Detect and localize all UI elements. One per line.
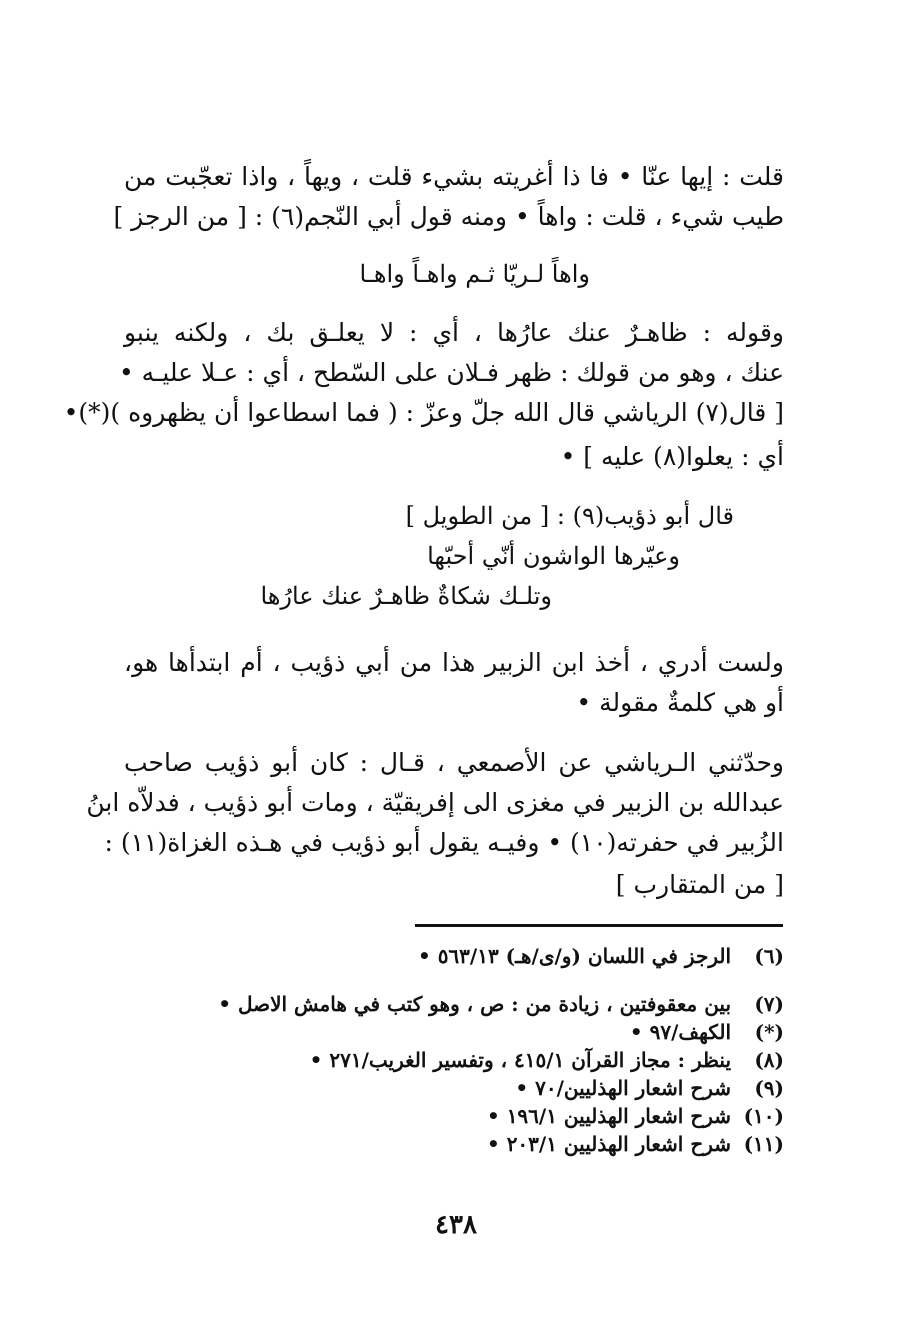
footnote-text: ينظر : مجاز القرآن ٤١٥/١ ، وتفسير الغريب/٢٧١ • [309, 1048, 732, 1072]
verse-2-hemistich-2: وتلـك شكاةٌ ظاهـرٌ عنك عارُها [260, 582, 552, 610]
footnote-9 [515, 1074, 784, 1102]
verse-2-hemistich-1: وعيّرها الواشون أنّي أحبّها [427, 542, 680, 570]
page-number: ٤٣٨ [435, 1210, 477, 1240]
footnote-number: (٨) [754, 1048, 784, 1072]
footnote-number: (٧) [754, 992, 784, 1016]
footnote-text: شرح اشعار الهذليين ٢٠٣/١ • [486, 1132, 732, 1156]
paragraph-2-line-4: أي : يعلوا(٨) عليه ] • [560, 442, 784, 471]
paragraph-2-line-1: وقوله : ظاهـرٌ عنك عارُها ، أي : لا يعلـق بك ، ولكنه ينبو [124, 318, 784, 347]
footnote-text: شرح اشعار الهذليين ١٩٦/١ • [486, 1104, 732, 1128]
footnote-number: (١١) [743, 1132, 784, 1156]
paragraph-4-line-3: الزُبير في حفرته(١٠) • وفيـه يقول أبو ذؤيب في هـذه الغزاة(١١) : [104, 828, 784, 857]
paragraph-3-line-1: ولست أدري ، أخذ ابن الزبير هذا من أبي ذؤيب ، أم ابتدأها هو، [124, 648, 784, 677]
paragraph-2-line-3: [ قال(٧) الرياشي قال الله جلّ وعزّ : ( فما اسطاعوا أن يظهروه )(*)• [63, 398, 784, 427]
footnote-number: (*) [754, 1020, 784, 1044]
verse-1: واهاً لـريّا ثـم واهـاً واهـا [359, 260, 590, 288]
footnote-text: الرجز في اللسان (و/ى/هـ) ٥٦٣/١٣ • [417, 944, 732, 968]
footnote-text: بين معقوفتين ، زيادة من : ص ، وهو كتب في هامش الاصل • [218, 992, 732, 1016]
footnote-star [630, 1018, 784, 1046]
footnote-text: شرح اشعار الهذليين/٧٠ • [515, 1076, 732, 1100]
paragraph-4-line-2: عبدالله بن الزبير في مغزى الى إفريقيّة ، ومات أبو ذؤيب ، فدلاّه ابنُ [86, 788, 784, 817]
paragraph-2-line-2: عنك ، وهو من قولك : ظهر فـلان على السّطح ، أي : عـلا عليـه • [118, 358, 784, 387]
footnote-text: الكهف/٩٧ • [629, 1020, 732, 1044]
paragraph-1-line-1: قلت : إيها عنّا • فا ذا أغريته بشيء قلت ، ويهاً ، واذا تعجّبت من [124, 162, 784, 191]
footnote-6 [418, 942, 784, 970]
footnote-7 [218, 990, 784, 1018]
paragraph-3-line-2: أو هي كلمةٌ مقولة • [576, 688, 784, 717]
paragraph-4-line-4: [ من المتقارب ] [615, 870, 784, 899]
footnote-8 [310, 1046, 784, 1074]
footnote-10 [487, 1102, 784, 1130]
footnote-number: (١٠) [743, 1104, 784, 1128]
footnote-number: (٩) [754, 1076, 784, 1100]
footnote-divider [415, 924, 783, 927]
paragraph-1-line-2: طيب شيء ، قلت : واهاً • ومنه قول أبي النّجم(٦) : [ من الرجز ] [113, 202, 784, 231]
paragraph-4-line-1: وحدّثني الـرياشي عن الأصمعي ، قـال : كان أبو ذؤيب صاحب [124, 748, 784, 777]
footnote-11 [487, 1130, 784, 1158]
footnote-number: (٦) [754, 944, 784, 968]
verse-2-intro: قال أبو ذؤيب(٩) : [ من الطويل ] [405, 502, 734, 530]
